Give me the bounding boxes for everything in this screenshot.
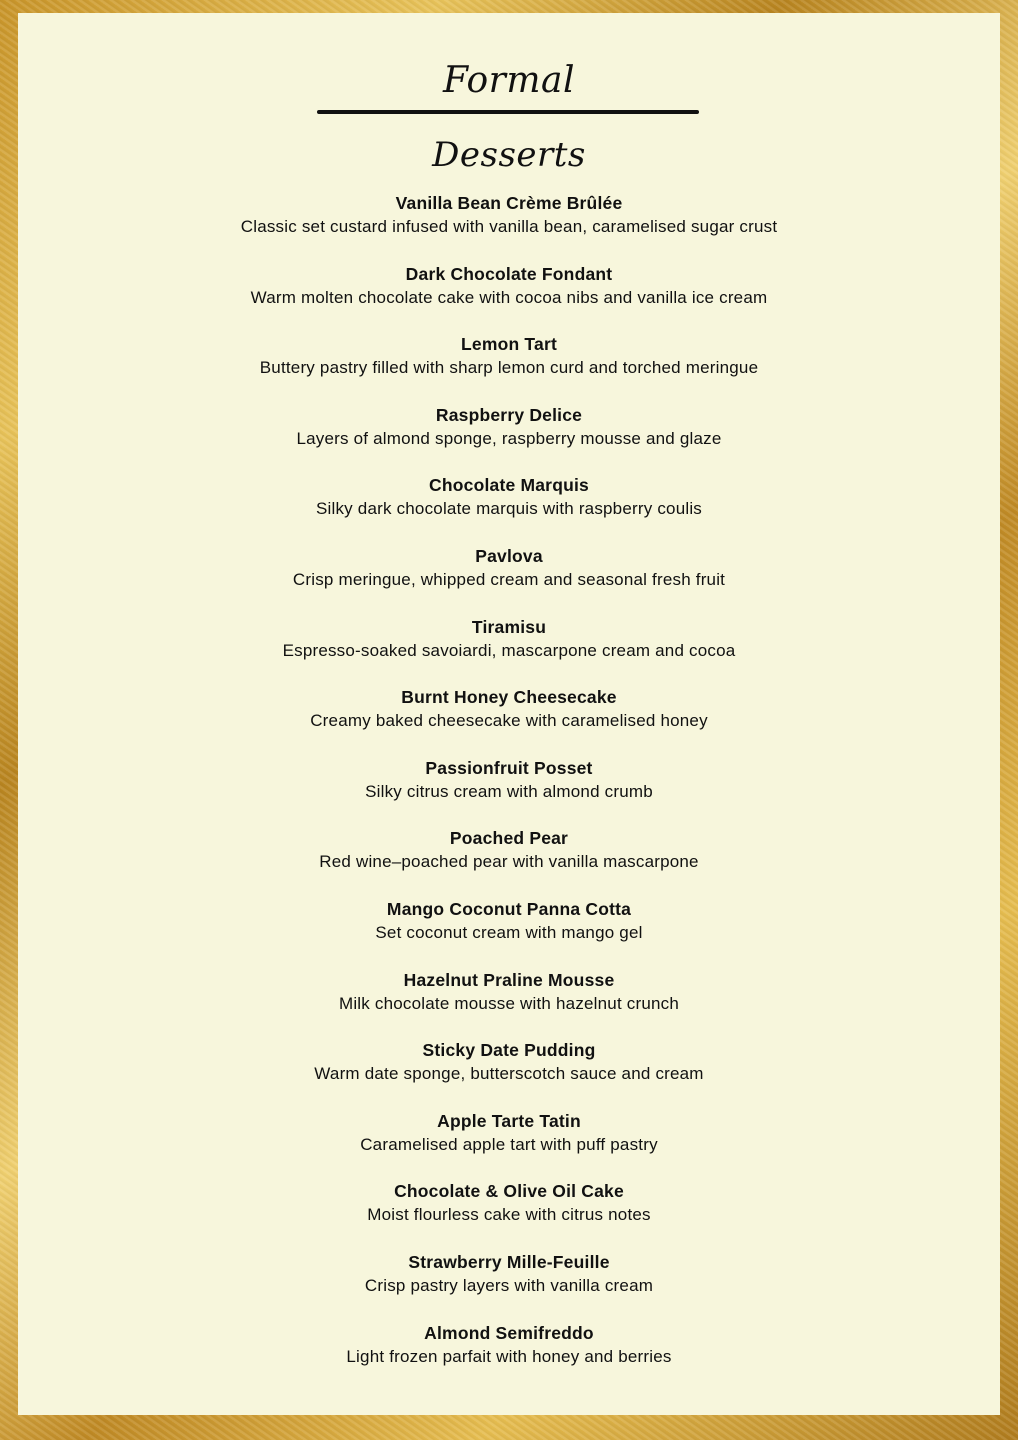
dessert-list: [18, 191, 1000, 1391]
menu-item-description: Warm date sponge, butterscotch sauce and cream: [314, 1064, 704, 1084]
menu-item: [18, 826, 1000, 897]
menu-item-name: Dark Chocolate Fondant: [405, 263, 613, 284]
menu-item: [18, 403, 1000, 474]
menu-item-name: Almond Semifreddo: [424, 1322, 594, 1343]
menu-item: [18, 615, 1000, 686]
menu-item-description: Silky dark chocolate marquis with raspberry coulis: [315, 499, 703, 519]
menu-item-description: Crisp pastry layers with vanilla cream: [364, 1275, 654, 1295]
menu-item-name: Apple Tarte Tatin: [437, 1110, 581, 1131]
menu-item-description: Buttery pastry filled with sharp lemon curd and torched meringue: [259, 358, 759, 378]
menu-item-description: Moist flourless cake with citrus notes: [367, 1205, 651, 1225]
menu-item-name: Mango Coconut Panna Cotta: [386, 898, 632, 919]
menu-item-name: Passionfruit Posset: [425, 757, 593, 778]
menu-item-name: Hazelnut Praline Mousse: [403, 969, 615, 990]
menu-item-description: Espresso-soaked savoiardi, mascarpone cream and cocoa: [282, 640, 736, 660]
menu-item-description: Light frozen parfait with honey and berries: [346, 1346, 672, 1366]
menu-item-description: Warm molten chocolate cake with cocoa nibs and vanilla ice cream: [250, 287, 768, 307]
menu-item-description: Milk chocolate mousse with hazelnut crunch: [338, 993, 680, 1013]
menu-item-description: Silky citrus cream with almond crumb: [365, 781, 653, 801]
menu-item-name: Tiramisu: [471, 616, 547, 637]
menu-item-name: Chocolate & Olive Oil Cake: [394, 1181, 624, 1202]
menu-item-description: Crisp meringue, whipped cream and seasonal fresh fruit: [292, 569, 726, 589]
menu-item: [18, 685, 1000, 756]
menu-item: [18, 332, 1000, 403]
menu-item-description: Classic set custard infused with vanilla bean, caramelised sugar crust: [240, 217, 778, 236]
menu-item: [18, 1250, 1000, 1321]
menu-item-name: Lemon Tart: [461, 334, 557, 355]
menu-item: [18, 968, 1000, 1039]
menu-item: [18, 1109, 1000, 1180]
section-title: Desserts: [432, 135, 586, 175]
menu-item: [18, 1179, 1000, 1250]
menu-item-name: Chocolate Marquis: [429, 475, 589, 496]
menu-item: [18, 897, 1000, 968]
menu-item-name: Pavlova: [475, 545, 543, 566]
menu-item-name: Strawberry Mille-Feuille: [408, 1251, 610, 1272]
menu-item-name: Sticky Date Pudding: [422, 1040, 596, 1061]
menu-item: [18, 473, 1000, 544]
menu-item: [18, 191, 1000, 262]
menu-item: [18, 262, 1000, 333]
menu-item-name: Poached Pear: [449, 828, 569, 849]
menu-item: [18, 756, 1000, 827]
menu-item-description: Layers of almond sponge, raspberry mousse and glaze: [296, 428, 722, 448]
menu-item-description: Creamy baked cheesecake with caramelised honey: [310, 711, 708, 731]
menu-item-description: Caramelised apple tart with puff pastry: [360, 1134, 658, 1154]
menu-type-heading: Formal: [442, 60, 575, 101]
menu-item: [18, 1321, 1000, 1392]
menu-item-description: Set coconut cream with mango gel: [375, 922, 643, 942]
menu-item-name: Vanilla Bean Crème Brûlée: [395, 193, 623, 213]
menu-item-name: Raspberry Delice: [435, 404, 583, 425]
menu-item-description: Red wine–poached pear with vanilla mascarpone: [319, 852, 699, 872]
menu-card: [18, 13, 1000, 1415]
divider-rule: [317, 110, 699, 114]
menu-item: [18, 544, 1000, 615]
menu-item: [18, 1038, 1000, 1109]
menu-item-name: Burnt Honey Cheesecake: [401, 687, 617, 708]
